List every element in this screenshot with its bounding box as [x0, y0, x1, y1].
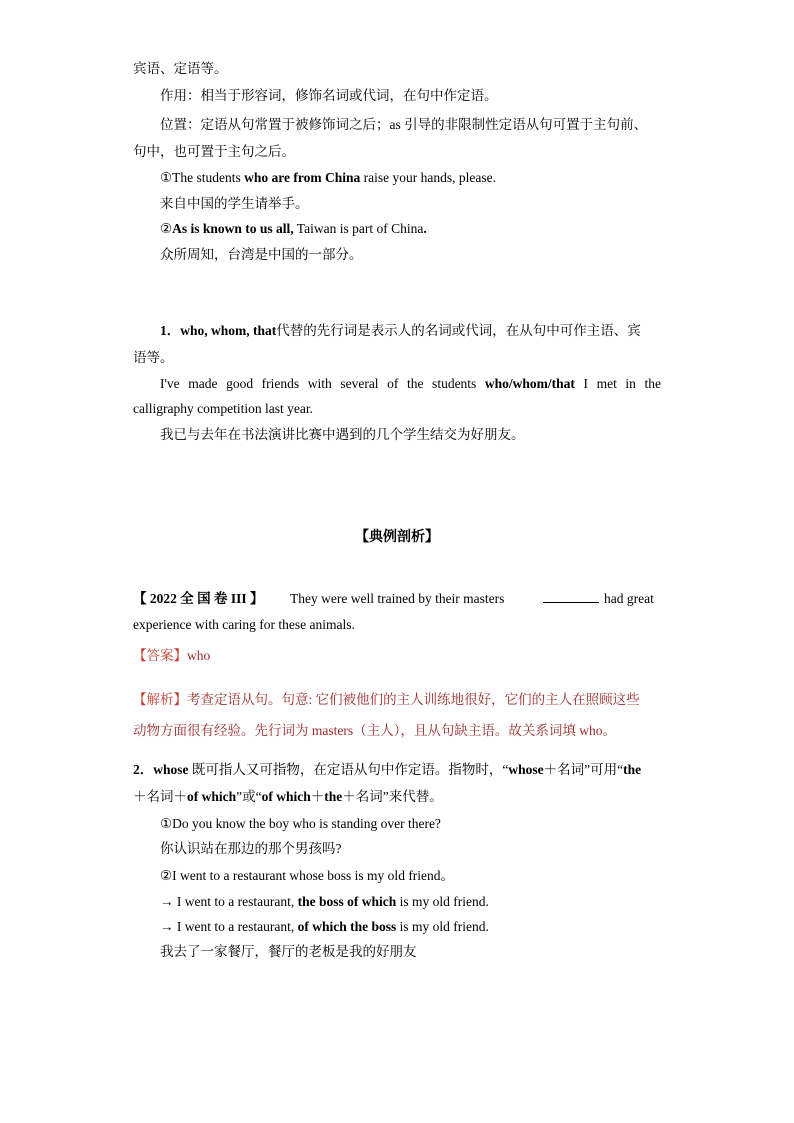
- example-sentence: [160, 219, 427, 239]
- rule-text: 既可指人又可指物，在定语从句中作定语。指物时，“: [188, 762, 509, 777]
- rule-keyword: of which: [187, 789, 237, 804]
- rule-text: ＋名词”可用“: [543, 762, 624, 777]
- example-bold: As is known to us all,: [172, 221, 294, 236]
- example-translation: 来自中国的学生请举手。: [160, 196, 309, 211]
- rule-keyword: of which: [261, 789, 311, 804]
- example-text: ②: [160, 221, 173, 236]
- text-line: 宾语、定语等。: [133, 61, 228, 76]
- rule-text: ”或“: [236, 789, 262, 804]
- example-bold: who are from China: [244, 170, 361, 185]
- rule-heading: [133, 760, 641, 780]
- answer-label: 【答案】: [133, 648, 187, 663]
- example-translation: 我去了一家餐厅，餐厅的老板是我的好朋友: [160, 944, 417, 959]
- section-title: 【典例剖析】: [355, 530, 439, 545]
- rule-keyword: whose: [153, 762, 189, 777]
- example-sentence: ②I went to a restaurant whose boss is my old friend。: [160, 868, 455, 883]
- example-bold: of which the boss: [297, 919, 397, 934]
- example-text: → I went to a restaurant,: [160, 894, 298, 909]
- example-translation: 我已与去年在书法演讲比赛中遇到的几个学生结交为好朋友。: [160, 427, 525, 442]
- text-line: 语等。: [133, 350, 174, 365]
- example-bold: the boss of which: [297, 894, 397, 909]
- example-text: Taiwan is part of China: [293, 221, 424, 236]
- analysis-label: 【解析】: [133, 692, 187, 707]
- example-translation: 你认识站在那边的那个男孩吗?: [160, 841, 342, 856]
- example-text: I met in the: [574, 376, 662, 391]
- text-line: 位置：定语从句常置于被修饰词之后；as 引导的非限制性定语从句可置于主句前、: [160, 117, 648, 132]
- example-text: → I went to a restaurant,: [160, 919, 298, 934]
- exam-question-cont: experience with caring for these animals.: [133, 617, 355, 632]
- rule-text: ＋名词＋: [133, 789, 187, 804]
- answer-line: [133, 646, 210, 666]
- example-text: raise your hands, please.: [360, 170, 496, 185]
- rule-keyword: the: [623, 762, 642, 777]
- rule-keyword: whose: [508, 762, 544, 777]
- example-sentence: [160, 892, 489, 912]
- analysis-line: 动物方面很有经验。先行词为 masters（主人），且从句缺主语。故关系词填 who。: [133, 723, 616, 738]
- rule-text: 代替的先行词是表示人的名词或代词，在从句中可作主语、宾: [276, 323, 641, 338]
- rule-number: 2．: [133, 762, 154, 777]
- rule-text-line: [133, 787, 443, 807]
- example-sentence: [160, 168, 496, 188]
- example-bold: who/whom/that: [484, 376, 575, 391]
- rule-heading: [160, 321, 641, 341]
- example-sentence: ①Do you know the boy who is standing over there?: [160, 816, 441, 831]
- question-text: had great: [604, 591, 654, 606]
- example-text: ①The students: [160, 170, 245, 185]
- rule-keyword: who, whom, that: [180, 323, 277, 338]
- analysis-line: [133, 690, 640, 710]
- question-text: They were well trained by their masters: [290, 591, 505, 606]
- example-text: I've made good friends with several of the students: [160, 376, 485, 391]
- example-sentence: [160, 917, 489, 937]
- rule-number: 1．: [160, 323, 181, 338]
- analysis-text: 考查定语从句。句意: 它们被他们的主人训练地很好，它们的主人在照顾这些: [187, 692, 640, 707]
- example-sentence: calligraphy competition last year.: [133, 401, 313, 416]
- example-bold: .: [423, 221, 427, 236]
- rule-text: ＋: [310, 789, 325, 804]
- exam-question: [133, 589, 661, 609]
- question-source: 【 2022 全 国 卷 III 】: [133, 591, 264, 606]
- rule-keyword: the: [324, 789, 343, 804]
- example-text: is my old friend.: [396, 919, 489, 934]
- example-translation: 众所周知，台湾是中国的一部分。: [160, 247, 363, 262]
- answer-text: who: [187, 648, 211, 663]
- example-text: is my old friend.: [396, 894, 489, 909]
- text-line: 句中，也可置于主句之后。: [133, 144, 295, 159]
- example-sentence: [160, 374, 661, 394]
- text-line: 作用：相当于形容词，修饰名词或代词，在句中作定语。: [160, 88, 498, 103]
- answer-blank: [543, 589, 599, 603]
- rule-text: ＋名词”来代替。: [342, 789, 443, 804]
